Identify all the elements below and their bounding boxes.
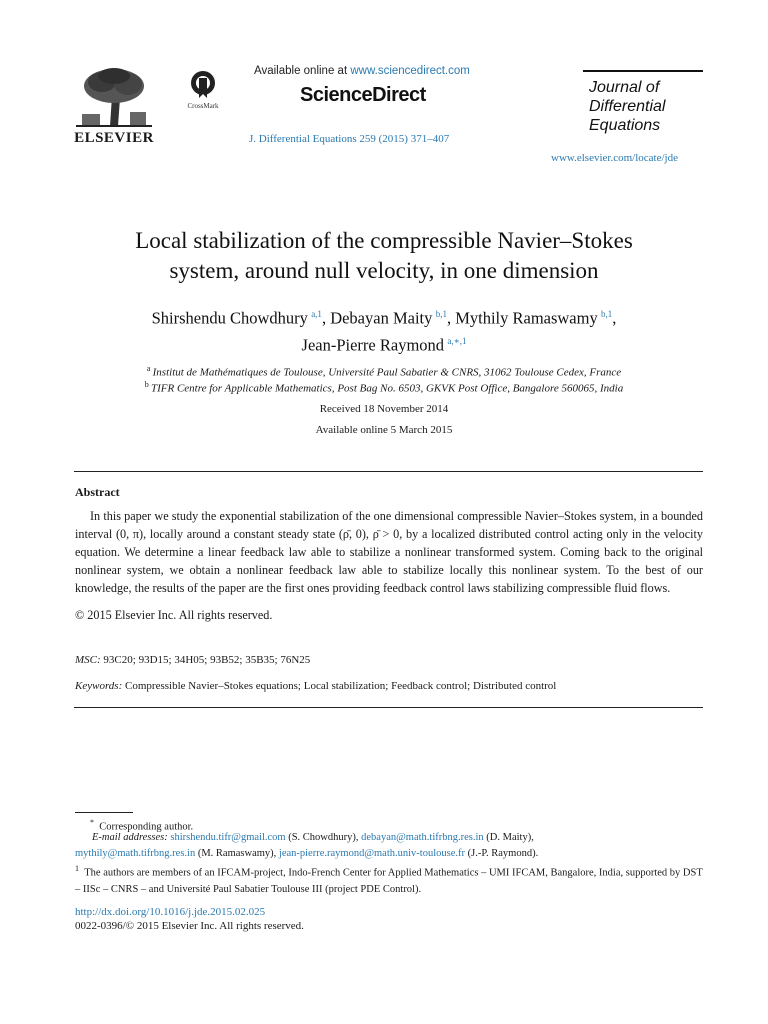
footnote-text: Corresponding author. [99,821,194,833]
doi-link[interactable]: http://dx.doi.org/10.1016/j.jde.2015.02.025 [75,906,266,918]
email-owner: (M. Ramaswamy), [195,848,279,859]
affiliation-text: Institut de Mathématiques de Toulouse, Université Paul Sabatier & CNRS, 31062 Toulouse Cedex, France [152,366,622,379]
msc-value: 93C20; 93D15; 34H05; 93B52; 35B35; 76N25 [100,654,311,666]
journal-name-line: Equations [589,117,661,134]
abstract-copyright: © 2015 Elsevier Inc. All rights reserved. [75,608,273,622]
article-title [40,226,728,286]
author-affiliation-mark[interactable]: a,∗,1 [447,335,467,346]
email-label: E-mail addresses: [92,832,168,843]
email-owner: (S. Chowdhury), [285,832,362,843]
title-line: system, around null velocity, in one dimension [169,258,599,283]
email-link[interactable]: debayan@math.tifrbng.res.in [361,832,484,843]
affiliation-b [40,380,728,395]
affiliation-mark: b [144,380,149,389]
journal-homepage-link[interactable]: www.elsevier.com/locate/jde [551,152,678,164]
abstract-paragraph: In this paper we study the exponential stabilization of the one dimensional compressible Navier–Stokes system, in a bounded interval (0, π), locally around a constant steady state (ρ̄, 0), ρ̄ > 0, by a localized distributed control acting only in the velocity equation. We determine a linear feedback law able to stabilize a nonlinear transformed system. Coming back to the original nonlinear system, we obtain a nonlinear feedback law able to stabilize locally this nonlinear system. To the best of our knowledge, the results of the paper are the first ones providing feedback control laws stabilizing compressible fluid flows. [75,509,703,595]
author-name: Debayan Maity [330,308,433,328]
email-link[interactable]: mythily@math.tifrbng.res.in [75,848,196,859]
abstract-body [75,507,703,597]
affiliation-mark: a [146,364,151,373]
author-name: Jean-Pierre Raymond [301,335,445,354]
available-prefix: Available online at [254,65,351,77]
journal-name-line: Differential [589,98,666,115]
author-affiliation-mark[interactable]: b,1 [435,309,447,319]
keywords-label: Keywords: [75,680,123,692]
footnote-mark: * [90,818,94,827]
footnote-divider [75,812,133,813]
funding-note [75,861,703,898]
keywords-value: Compressible Navier–Stokes equations; Local stabilization; Feedback control; Distributed control [122,680,557,692]
publisher-name: ELSEVIER [74,130,154,146]
available-online-line [254,65,470,77]
footnote-mark: 1 [75,864,79,873]
received-date: Received 18 November 2014 [319,403,449,415]
email-link[interactable]: shirshendu.tifr@gmail.com [170,832,286,843]
affiliation-a [40,364,728,379]
email-link[interactable]: jean-pierre.raymond@math.univ-toulouse.fr [278,848,465,859]
author-separator: , [321,308,331,328]
crossmark-label: CrossMark [187,102,219,110]
journal-citation-link[interactable]: J. Differential Equations 259 (2015) 371–407 [249,133,450,145]
issn-copyright: 0022-0396/© 2015 Elsevier Inc. All rights reserved. [75,920,304,932]
author-name: Shirshendu Chowdhury [151,308,308,328]
section-divider [74,471,703,472]
keywords [75,680,556,692]
email-owner: (J.-P. Raymond). [464,848,539,859]
sciencedirect-wordmark: ScienceDirect [300,84,426,106]
section-divider [74,707,703,708]
author-name: Mythily Ramaswamy [455,308,598,328]
affiliation-text: TIFR Centre for Applicable Mathematics, Post Bag No. 6503, GKVK Post Office, Bangalore 560065, India [150,382,624,395]
available-online-date: Available online 5 March 2015 [315,424,453,436]
msc-label: MSC: [75,654,101,666]
author-affiliation-mark[interactable]: b,1 [601,309,613,319]
author-separator: , [446,308,456,328]
abstract-heading: Abstract [75,485,120,499]
email-owner: (D. Maity), [483,832,534,843]
sciencedirect-link[interactable]: www.sciencedirect.com [350,65,470,77]
footnote-text: The authors are members of an IFCAM-project, Indo-French Center for Applied Mathematics – UMI IFCAM, Bangalore, India, supported by DST – IISc – CNRS – and Université Paul Sabatier Toulouse III (project PDE Control). [75,867,703,895]
crossmark-icon[interactable] [190,70,216,100]
email-addresses-note [75,830,703,862]
author-separator: , [612,308,617,328]
journal-name-line: Journal of [589,79,660,96]
author-list [40,303,728,356]
msc-codes [75,654,310,666]
elsevier-tree-logo-icon [76,66,152,128]
journal-name [589,78,705,135]
author-affiliation-mark[interactable]: a,1 [311,309,322,319]
title-line: Local stabilization of the compressible Navier–Stokes [135,228,633,253]
journal-title-box [583,70,703,142]
